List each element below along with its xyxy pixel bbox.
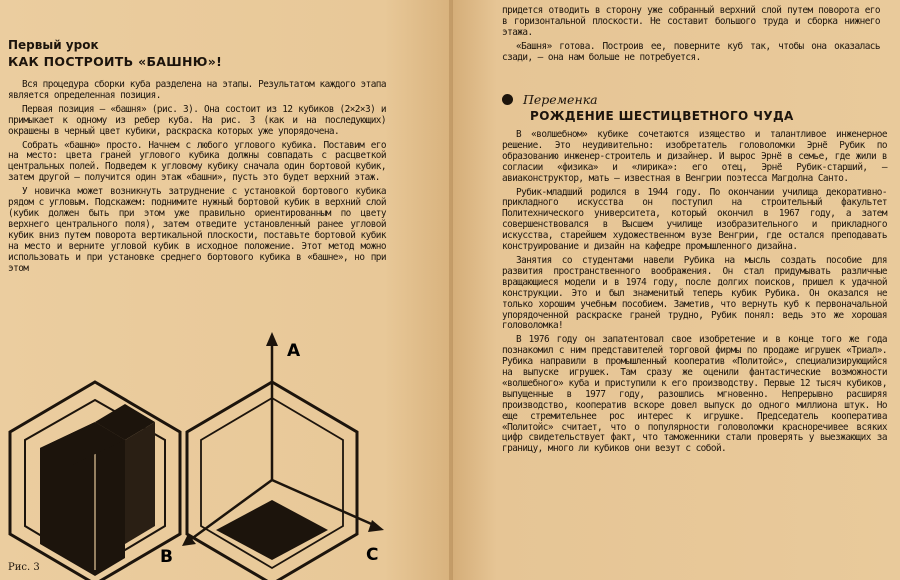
axis-a-arrow-icon (266, 332, 278, 346)
axes-cube-diagram (160, 332, 384, 580)
paragraph: В «волшебном» кубике сочетаются изящество и талантливое инженерное решение. Это неудивительно: изобретатель головоломки Эрнё Рубик по образованию инженер-строитель и дизайнер. И вырос Эрнё в семье, где жили в согласии «физика» и «лирика»: его отец, Эрнё Рубик-старший, — авиаконструктор, мать — известная в Венгрии поэтесса Магдолна Санто. (502, 129, 887, 184)
tower-side-face (125, 422, 155, 544)
paragraph: придется отводить в сторону уже собранный верхний слой путем поворота его в горизонтальной плоскости. Не составит большого труда и сборка нижнего этажа. (502, 5, 880, 38)
tower-cube-diagram (10, 382, 180, 580)
break-heading (502, 92, 598, 106)
break-label: Переменка (523, 91, 598, 107)
paragraph: Собрать «башню» просто. Начнем с любого углового кубика. Поставим его на место: цвета граней углового кубика должны совпадать с расцветкой центральных полей. Подведем к угловому кубику сначала один бортовой кубик, затем другой — получится один этаж «башни», пусть это будет верхний этаж. (8, 139, 386, 184)
paragraph: Первая позиция — «башня» (рис. 3). Она состоит из 12 кубиков (2×2×3) и примыкает к одному из ребер куба. На рис. 3 (как и на последующих) окрашены в черный цвет кубики, раскраска которых уже упорядочена. (8, 103, 386, 137)
axis-c-arrow-icon (368, 520, 384, 532)
lesson-title: КАК ПОСТРОИТЬ «БАШНЮ»! (8, 54, 223, 69)
left-text-column (8, 80, 386, 277)
paragraph: Вся процедура сборки куба разделена на этапы. Результатом каждого этапа является определенная позиция. (8, 79, 386, 101)
paragraph: «Башня» готова. Построив ее, поверните куб так, чтобы она оказалась сзади, — она нам больше не потребуется. (502, 40, 880, 63)
axis-b-label: B (160, 547, 173, 567)
right-text-column (502, 130, 887, 458)
page-gutter (449, 0, 453, 580)
bullet-icon (502, 94, 513, 105)
axis-c-label: C (366, 545, 379, 565)
paragraph: Занятия со студентами навели Рубика на мысль создать пособие для развития пространственного воображения. Он стал придумывать различные вращающиеся модели и в 1974 году, после долгих поисков, пришел к удачной конструкции. Это и был знаменитый теперь кубик Рубика. Он оказался не только хорошим учебным пособием. Заметив, что вернуть куб к первоначальной упорядоченной раскраске граней трудно, Рубик понял: ведь это же хорошая головоломка! (502, 254, 887, 332)
paragraph: Рубик-младший родился в 1944 году. По окончании училища декоративно-прикладного искусства он поступил на строительный факультет Политехнического университета, который окончил в 1967 году, а затем совершенствовался в Высшем училище изобразительного и прикладного искусства, старейшем художественном вузе Венгрии, где остался преподавать конструирование и дизайн на кафедре промышленного дизайна. (502, 186, 887, 253)
axis-a-label: A (287, 341, 301, 361)
paragraph: В 1976 году он запатентовал свое изобретение и в конце того же года познакомил с ним представителей торговой фирмы по продаже игрушек «Триал». Рубика направили в промышленный кооператив «Политойс», специализирующийся на выпуске игрушек. Там сразу же оценили фантастические возможности «волшебного» куба и приступили к его производству. Первые 12 тысяч кубиков, выпущенные в 1977 году, разошлись мгновенно. Непрерывно расширяя производство, кооператив вскоре довел выпуск до одного миллиона штук. Но еще стремительнее рос интерес к игрушке. Председатель кооператива «Политойс» считает, что о популярности головоломки красноречивее всяких цифр свидетельствует факт, что таможенники стали проверять у выезжающих за границу, много ли кубиков они везут с собой. (502, 334, 887, 455)
section-title: РОЖДЕНИЕ ШЕСТИЦВЕТНОГО ЧУДА (530, 109, 794, 123)
right-continuation-column (502, 6, 880, 67)
figure-caption: Рис. 3 (8, 562, 40, 573)
paragraph: У новичка может возникнуть затруднение с установкой бортового кубика рядом с угловым. Подскажем: поднимите нужный бортовой кубик в верхний слой (кубик должен быть при этом уже правильно ориентированным по цвету верхнего центрального поля), затем отведите установленный ранее угловой кубик вниз путем поворота вертикальной плоскости, поставьте бортовой кубик на место и верните угловой кубик в исходное положение. Этот метод можно использовать и при установке среднего бортового кубика в «башне», но при этом (8, 186, 386, 274)
lesson-kicker: Первый урок (8, 38, 99, 52)
cube-figure (0, 330, 420, 580)
